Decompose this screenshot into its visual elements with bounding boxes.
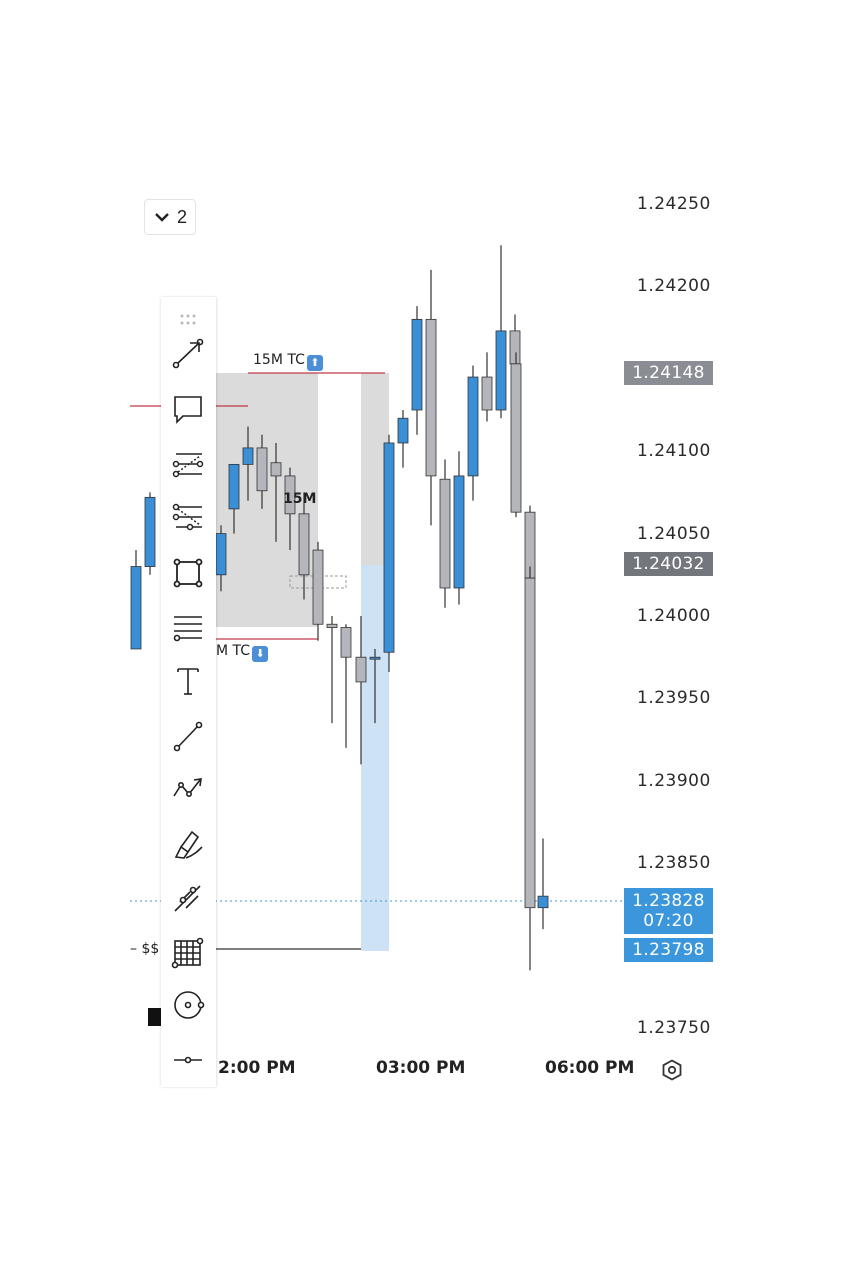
lower-zone-text: M TC — [216, 643, 251, 659]
candle-body — [440, 479, 450, 588]
tool-callout[interactable] — [167, 388, 209, 430]
candle-body — [426, 319, 436, 476]
candle-body — [482, 377, 492, 410]
up-arrow-icon: ⬆ — [307, 355, 323, 371]
middle-zone-label: 15M — [283, 491, 317, 507]
price-badge — [624, 552, 713, 576]
time-tick-label: 03:00 PM — [376, 1058, 466, 1078]
version-selector[interactable] — [144, 199, 196, 235]
chevron-down-icon — [153, 211, 171, 223]
candle-body — [538, 896, 548, 908]
candle-body — [299, 514, 309, 575]
fib-retracement-icon — [170, 446, 206, 482]
tool-path[interactable] — [167, 767, 209, 809]
brush-icon — [170, 827, 206, 863]
tool-arrow-line[interactable] — [167, 332, 209, 374]
price-tick-label: 1.23900 — [637, 770, 711, 791]
price-badge — [624, 361, 713, 385]
tool-parallel-channel[interactable] — [167, 607, 209, 649]
version-value: 2 — [176, 206, 187, 227]
candle-body — [356, 657, 366, 682]
current-price-badge — [624, 888, 713, 934]
candle-body — [370, 657, 380, 659]
badge-price: 1.24148 — [632, 363, 705, 383]
cut-off-marker — [148, 1008, 162, 1026]
tool-brush[interactable] — [167, 824, 209, 866]
tool-fib-extension[interactable] — [167, 496, 209, 538]
price-tick-label: 1.24200 — [637, 276, 711, 297]
price-tick-label: 1.24250 — [637, 194, 711, 214]
tool-fib-retracement[interactable] — [167, 443, 209, 485]
candle-body — [341, 628, 351, 658]
time-tick-label: 2:00 PM — [218, 1058, 296, 1078]
candle-body — [131, 567, 141, 649]
price-badge — [624, 938, 713, 962]
price-tick-label: 1.23950 — [637, 688, 711, 709]
gann-box-icon — [170, 933, 206, 969]
path-icon — [170, 770, 206, 806]
upper-zone-text: 15M TC — [253, 352, 305, 368]
circle-icon — [170, 987, 206, 1023]
tool-gann-box[interactable] — [167, 930, 209, 972]
price-tick-label: 1.24000 — [637, 606, 711, 626]
candle-countdown: 07:20 — [643, 911, 694, 931]
candle-body — [271, 463, 281, 476]
candle-body — [468, 377, 478, 476]
trend-line-icon — [170, 718, 206, 754]
candle-body — [216, 534, 226, 575]
candle-body — [412, 319, 422, 410]
rectangle-icon — [170, 555, 206, 591]
upper-zone-label — [253, 352, 323, 371]
liquidity-label: – $$ — [130, 941, 160, 957]
callout-icon — [170, 391, 206, 427]
price-tick-label: 1.24050 — [637, 523, 711, 544]
tool-pitchfork[interactable] — [167, 877, 209, 919]
arrow-line-icon — [170, 335, 206, 371]
price-tick-label: 1.24100 — [637, 441, 711, 462]
badge-price: 1.24032 — [632, 554, 705, 574]
tool-horizontal-ray[interactable] — [167, 1039, 209, 1081]
candle-body — [243, 448, 253, 464]
tool-trend-line[interactable] — [167, 715, 209, 757]
candle-body — [145, 497, 155, 566]
candle-body — [313, 550, 323, 624]
drawing-toolbar[interactable] — [161, 297, 216, 1087]
fib-extension-icon — [170, 499, 206, 535]
pitchfork-icon — [170, 880, 206, 916]
tool-rectangle[interactable] — [167, 552, 209, 594]
time-tick-label: 06:00 PM — [545, 1058, 635, 1078]
horizontal-ray-icon — [170, 1042, 206, 1078]
down-arrow-icon: ⬇ — [252, 646, 268, 662]
candle-body — [384, 443, 394, 652]
candle-body — [398, 418, 408, 443]
candle-body — [525, 578, 535, 908]
tool-circle[interactable] — [167, 984, 209, 1026]
candle-body — [511, 364, 521, 512]
price-tick-label: 1.23750 — [637, 1018, 711, 1038]
candle-body — [257, 448, 267, 491]
candle-body — [229, 464, 239, 508]
lower-zone-label — [216, 643, 268, 662]
candle-body — [496, 331, 506, 410]
text-icon — [170, 663, 206, 699]
settings-hexagon-icon[interactable] — [660, 1058, 684, 1082]
badge-price: 1.23828 — [632, 891, 705, 911]
tool-text[interactable] — [167, 660, 209, 702]
candle-body — [327, 624, 337, 627]
price-tick-label: 1.23850 — [637, 853, 711, 874]
badge-price: 1.23798 — [632, 940, 705, 960]
candle-body — [454, 476, 464, 588]
candle-body — [510, 331, 520, 364]
parallel-channel-icon — [170, 610, 206, 646]
